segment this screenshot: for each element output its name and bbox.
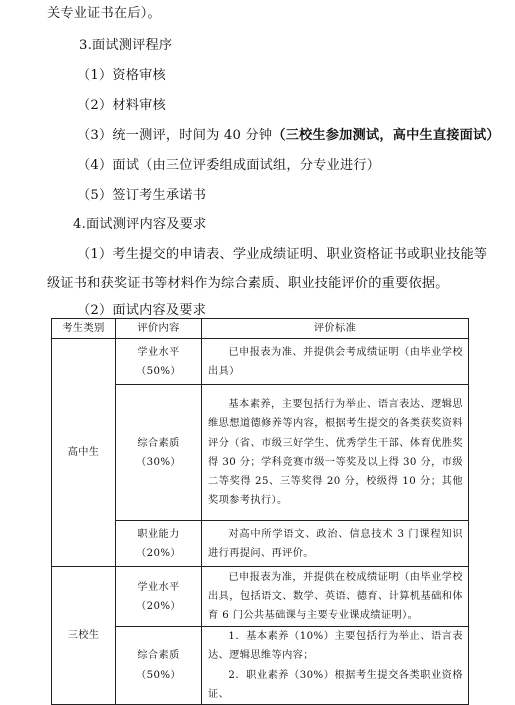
- text-line-normal: （3）统一测评，时间为 40 分钟: [77, 128, 273, 143]
- standard-cell: [202, 385, 469, 521]
- section-heading: 3.面试测评程序: [79, 38, 173, 53]
- standard-text: 对高中所学语文、政治、信息技术 3 门课程知识进行再提问、再评价。: [208, 528, 463, 559]
- text-line: （1）资格审核: [77, 68, 166, 83]
- text-line: （5）签订考生承诺书: [77, 188, 207, 203]
- standard-text: 1．基本素养（10%）主要包括行为举止、语言表达、逻辑思维等内容；: [208, 631, 463, 662]
- text-line: （4）面试（由三位评委组成面试组，分专业进行）: [77, 158, 381, 173]
- item-name: 学业水平: [137, 581, 180, 593]
- table-row: [52, 567, 469, 627]
- text-line: 级证书和获奖证书等材料作为综合素质、职业技能评价的重要依据。: [47, 276, 449, 291]
- column-header: 评价内容: [116, 319, 202, 339]
- text-line: 关专业证书在后）。: [47, 6, 161, 21]
- item-name: 学业水平: [137, 346, 180, 358]
- standard-text: 基本素养，主要包括行为举止、语言表达、逻辑思维思想道德修养等内容，根据考生提交的各类获奖资料评分（省、市级三好学生、优秀学生干部、体育优胜奖得 30 分；学科竞赛市级一等奖及以上得 30 分，市级二等奖得 25、三等奖得 20 分，校级得 10 分；其他奖项参考执行）。: [208, 399, 463, 507]
- table-header-row: [52, 319, 469, 339]
- item-weight: （50%）: [135, 365, 182, 377]
- column-header: 评价标准: [202, 319, 469, 339]
- standard-text: 已申报表为准，并提供在校成绩证明（由毕业学校出具，包括语文、数学、英语、德育、计算机基础和体育 6 门公共基础课与主要专业课成绩证明）。: [208, 571, 463, 622]
- text-line: （2）材料审核: [77, 98, 166, 113]
- item-weight: （50%）: [135, 669, 182, 681]
- standard-text: 已申报表为准、并提供会考成绩证明（由毕业学校出具）: [208, 346, 463, 377]
- standard-cell: [202, 521, 469, 567]
- text-line: [77, 127, 500, 145]
- standard-cell: [202, 627, 469, 705]
- text-line-bold: （三校生参加测试，高中生直接面试）: [272, 128, 500, 143]
- item-cell: [116, 567, 202, 627]
- evaluation-table: [51, 318, 469, 705]
- item-weight: （30%）: [135, 456, 182, 468]
- category-cell: 高中生: [52, 339, 116, 567]
- item-weight: （20%）: [135, 547, 182, 559]
- item-cell: [116, 385, 202, 521]
- item-cell: [116, 339, 202, 385]
- text-line: （1）考生提交的申请表、学业成绩证明、职业资格证书或职业技能等: [77, 247, 488, 262]
- item-cell: [116, 627, 202, 705]
- standard-cell: [202, 567, 469, 627]
- item-name: 职业能力: [137, 528, 180, 540]
- item-name: 综合素质: [137, 650, 180, 662]
- standard-text: 2．职业素养（30%）根据考生提交各类职业资格证、: [208, 669, 463, 700]
- category-cell: 三校生: [52, 567, 116, 705]
- item-weight: （20%）: [135, 600, 182, 612]
- column-header: 考生类别: [52, 319, 116, 339]
- table-row: [52, 339, 469, 385]
- text-line: （2）面试内容及要求: [77, 303, 207, 318]
- standard-cell: [202, 339, 469, 385]
- item-name: 综合素质: [137, 437, 180, 449]
- item-cell: [116, 521, 202, 567]
- section-heading: 4.面试测评内容及要求: [73, 217, 207, 232]
